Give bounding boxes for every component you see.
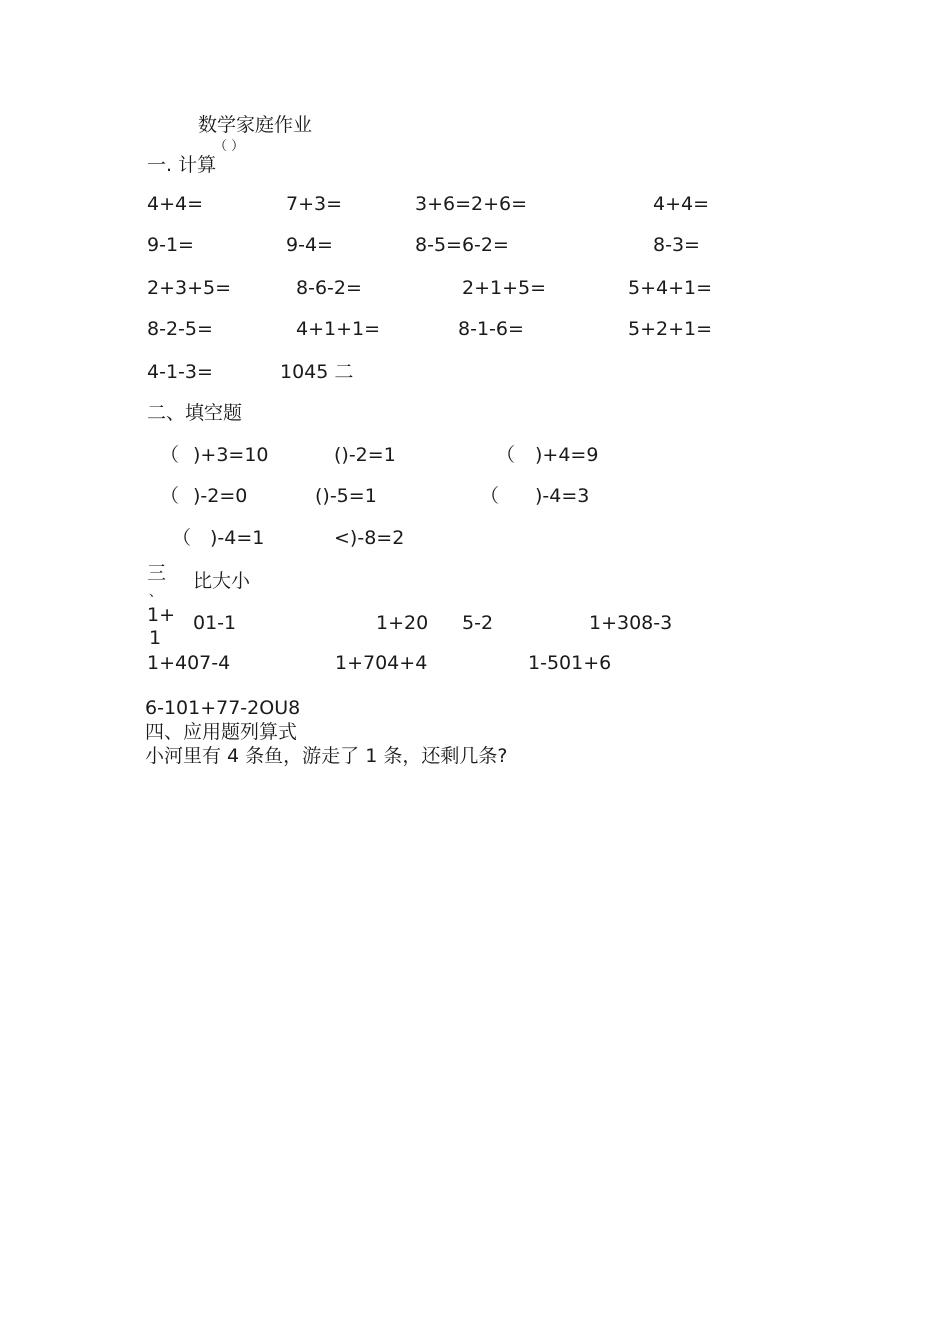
calc-item: 4+4= <box>653 193 710 215</box>
fill-paren: （ <box>496 444 516 466</box>
fill-paren: （ <box>160 444 180 466</box>
section3-heading-number: 三 <box>147 562 167 584</box>
calc-item: 4+1+1= <box>296 318 381 340</box>
compare-lead-bottom: 1 <box>149 627 162 649</box>
section3-heading: 比大小 <box>193 570 251 592</box>
compare-item: 1+308-3 <box>589 612 673 634</box>
calc-item: 2+3+5= <box>147 277 232 299</box>
section3-heading-mark: 、 <box>149 585 163 600</box>
compare-lead-top: 1+ <box>147 604 176 626</box>
calc-item: 9-1= <box>147 234 194 256</box>
page-title: 数学家庭作业 <box>198 114 313 136</box>
section4-heading: 四、应用题列算式 <box>145 721 298 743</box>
fill-paren: （ <box>480 485 500 507</box>
compare-item: 1+704+4 <box>335 652 428 674</box>
fill-item: ()-5=1 <box>315 485 377 507</box>
compare-item: 01-1 <box>193 612 237 634</box>
compare-item: 5-2 <box>462 612 494 634</box>
calc-item: 3+6=2+6= <box>415 193 528 215</box>
fill-item: )+4=9 <box>535 444 599 466</box>
fill-item: )-4=3 <box>535 485 590 507</box>
calc-item: 4+4= <box>147 193 204 215</box>
compare-item: 6-101+77-2OU8 <box>145 697 301 719</box>
fill-item: )+3=10 <box>193 444 269 466</box>
calc-item: 5+4+1= <box>628 277 713 299</box>
word-problem: 小河里有 4 条鱼，游走了 1 条，还剩几条? <box>145 745 508 767</box>
section2-heading: 二、填空题 <box>147 402 243 424</box>
calc-item: 8-6-2= <box>296 277 362 299</box>
fill-paren: （ <box>160 485 180 507</box>
calc-item: 8-5=6-2= <box>415 234 509 256</box>
section1-heading: 一. 计算 <box>147 154 217 176</box>
calc-item: 7+3= <box>286 193 343 215</box>
calc-item: 4-1-3= <box>147 361 213 383</box>
title-mark: （ ） <box>214 139 245 154</box>
compare-item: 1-501+6 <box>528 652 612 674</box>
calc-item: 1045 二 <box>280 361 354 383</box>
calc-item: 5+2+1= <box>628 318 713 340</box>
calc-item: 8-3= <box>653 234 700 256</box>
compare-item: 1+20 <box>376 612 429 634</box>
fill-paren: （ <box>172 527 192 549</box>
calc-item: 2+1+5= <box>462 277 547 299</box>
calc-item: 8-2-5= <box>147 318 213 340</box>
fill-item: <)-8=2 <box>334 527 405 549</box>
fill-item: )-2=0 <box>193 485 248 507</box>
calc-item: 9-4= <box>286 234 333 256</box>
fill-item: )-4=1 <box>210 527 265 549</box>
calc-item: 8-1-6= <box>458 318 524 340</box>
fill-item: ()-2=1 <box>334 444 396 466</box>
compare-item: 1+407-4 <box>147 652 231 674</box>
